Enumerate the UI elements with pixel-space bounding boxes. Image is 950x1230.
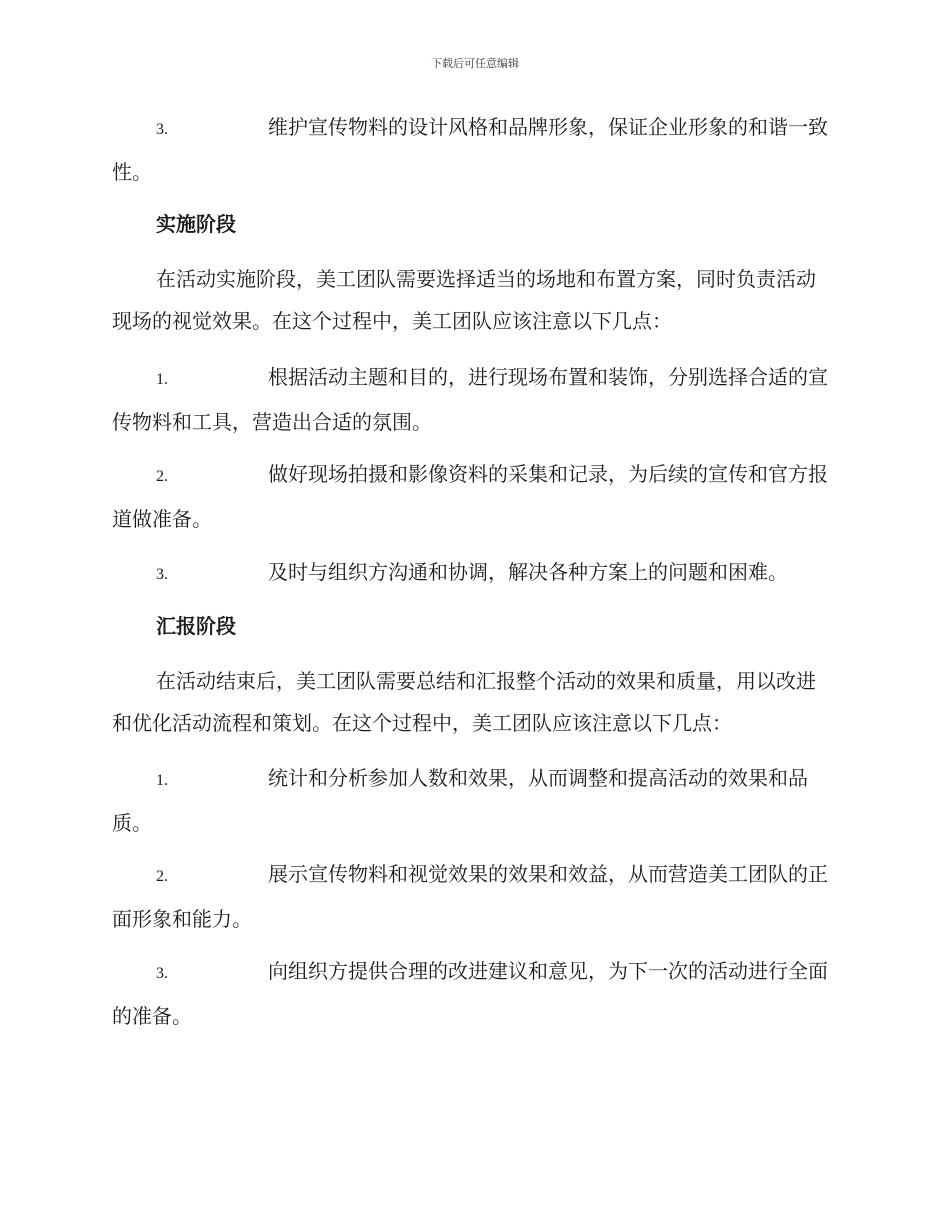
- list-item: [112, 853, 834, 940]
- list-number: 1.: [156, 371, 168, 388]
- list-text: 做好现场拍摄和影像资料的采集和记录，为后续的宣传和官方报道做准备。: [112, 462, 828, 531]
- list-item: [112, 453, 834, 540]
- list-number: 1.: [156, 772, 168, 789]
- list-number: 3.: [156, 566, 168, 583]
- list-text: 维护宣传物料的设计风格和品牌形象，保证企业形象的和谐一致性。: [112, 115, 828, 184]
- list-text: 及时与组织方沟通和协调，解决各种方案上的问题和困难。: [268, 560, 788, 584]
- list-number: 3.: [156, 965, 168, 982]
- list-item: [112, 106, 834, 193]
- section-heading: 实施阶段: [156, 212, 236, 236]
- paragraph: 在活动结束后，美工团队需要总结和汇报整个活动的效果和质量，用以改进和优化活动流程和策划。在这个过程中，美工团队应该注意以下几点：: [112, 669, 816, 735]
- list-text: 展示宣传物料和视觉效果的效果和效益，从而营造美工团队的正面形象和能力。: [112, 862, 828, 931]
- list-item: [112, 551, 834, 596]
- paragraph: 在活动实施阶段，美工团队需要选择适当的场地和布置方案，同时负责活动现场的视觉效果。在这个过程中，美工团队应该注意以下几点：: [112, 267, 816, 333]
- list-number: 2.: [156, 868, 168, 885]
- list-item: [112, 356, 834, 443]
- list-number: 3.: [156, 121, 168, 138]
- list-text: 统计和分析参加人数和效果，从而调整和提高活动的效果和品质。: [112, 766, 808, 835]
- list-text: 根据活动主题和目的，进行现场布置和装饰，分别选择合适的宣传物料和工具，营造出合适的氛围。: [112, 365, 828, 434]
- list-item: [112, 757, 834, 844]
- list-text: 向组织方提供合理的改进建议和意见，为下一次的活动进行全面的准备。: [112, 959, 828, 1028]
- page-header: 下载后可任意编辑: [431, 57, 519, 70]
- list-number: 2.: [156, 468, 168, 485]
- list-item: [112, 950, 834, 1037]
- section-heading: 汇报阶段: [156, 614, 236, 638]
